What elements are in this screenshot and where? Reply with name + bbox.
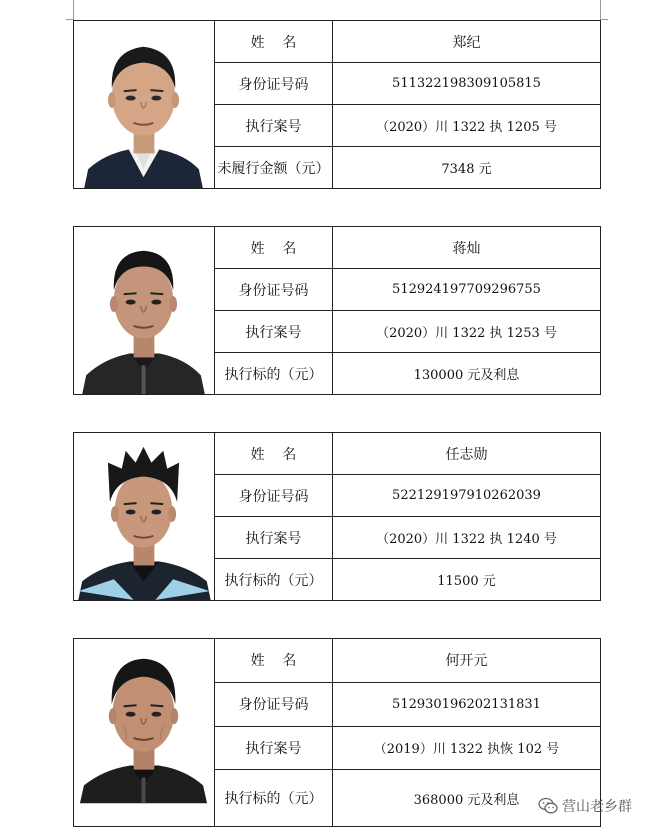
name-value: 郑纪: [452, 34, 481, 51]
name-label: 姓 名: [215, 21, 333, 62]
row-id-number: [215, 269, 600, 311]
id-number-label: 身份证号码: [215, 269, 333, 310]
name-value: 何开元: [445, 653, 488, 670]
debtor-record-2: [73, 226, 601, 395]
row-id-number: [215, 63, 600, 105]
debtor-record-3: [73, 432, 601, 601]
amount-label: 执行标的（元）: [215, 353, 333, 394]
row-name: [215, 639, 600, 683]
id-number-label: 身份证号码: [215, 63, 333, 104]
case-number-label: 执行案号: [215, 727, 333, 770]
portrait-photo: [74, 639, 214, 826]
row-case-number: [215, 727, 600, 771]
row-name: [215, 21, 600, 63]
wechat-icon: [538, 797, 558, 815]
watermark-text: 营山老乡群: [562, 799, 632, 815]
row-id-number: [215, 475, 600, 517]
id-number-value: 511322198309105815: [392, 76, 541, 91]
case-number-label: 执行案号: [215, 105, 333, 146]
portrait-photo: [74, 21, 214, 188]
name-label: 姓 名: [215, 433, 333, 474]
row-case-number: [215, 105, 600, 147]
id-number-value: 512924197709296755: [392, 282, 541, 297]
case-number-value: （2020）川 1322 执 1205 号: [376, 120, 557, 135]
margin-corner-mark-right: [600, 12, 608, 20]
row-id-number: [215, 683, 600, 727]
debtor-photo: [74, 639, 215, 826]
name-value: 蒋灿: [452, 240, 481, 257]
row-amount: [215, 147, 600, 188]
id-number-value: 522129197910262039: [392, 488, 541, 503]
debtor-photo: [74, 433, 215, 600]
portrait-photo: [74, 433, 214, 600]
case-number-value: （2020）川 1322 执 1253 号: [376, 326, 557, 341]
id-number-value: 512930196202131831: [392, 696, 541, 712]
margin-corner-mark-left: [66, 12, 74, 20]
name-label: 姓 名: [215, 639, 333, 682]
portrait-photo: [74, 227, 214, 394]
debtor-record-1: [73, 20, 601, 189]
case-number-value: （2019）川 1322 执恢 102 号: [373, 742, 560, 758]
row-case-number: [215, 311, 600, 353]
row-name: [215, 433, 600, 475]
debtor-photo: [74, 227, 215, 394]
id-number-label: 身份证号码: [215, 475, 333, 516]
row-case-number: [215, 517, 600, 559]
name-value: 任志勋: [445, 446, 488, 463]
debtor-photo: [74, 21, 215, 188]
row-amount: [215, 559, 600, 600]
amount-label: 执行标的（元）: [215, 559, 333, 600]
case-number-label: 执行案号: [215, 517, 333, 558]
amount-label: 执行标的（元）: [215, 770, 333, 826]
debtor-record-4: [73, 638, 601, 827]
name-label: 姓 名: [215, 227, 333, 268]
row-name: [215, 227, 600, 269]
amount-value: 7348 元: [441, 162, 492, 177]
amount-value: 130000 元及利息: [413, 368, 520, 383]
amount-value: 368000 元及利息: [413, 792, 520, 808]
previous-page-edge: [73, 0, 601, 18]
amount-label: 未履行金额（元）: [215, 147, 333, 188]
row-amount: [215, 353, 600, 394]
id-number-label: 身份证号码: [215, 683, 333, 726]
case-number-value: （2020）川 1322 执 1240 号: [376, 532, 557, 547]
case-number-label: 执行案号: [215, 311, 333, 352]
amount-value: 11500 元: [437, 574, 496, 589]
watermark: [538, 796, 632, 816]
